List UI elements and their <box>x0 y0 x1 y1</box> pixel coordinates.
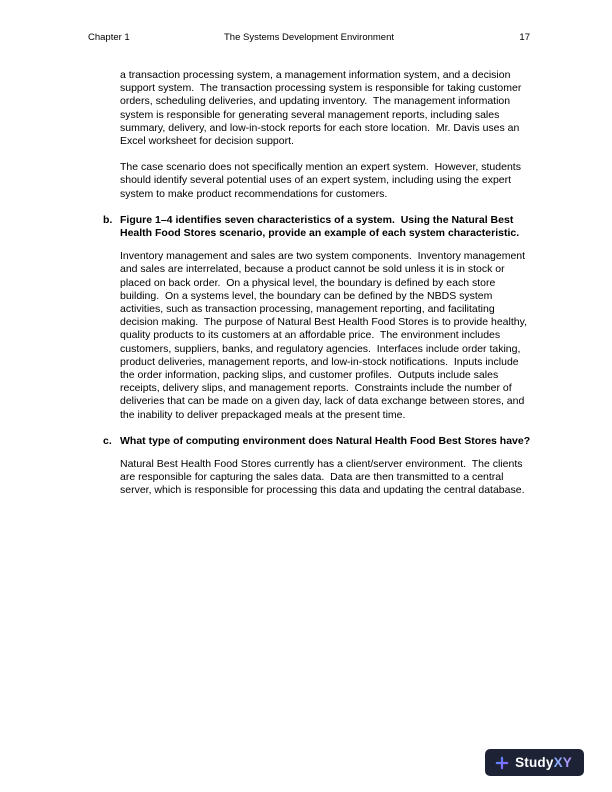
item-c-question: What type of computing environment does Natural Health Food Best Stores have? <box>120 434 531 447</box>
plus-icon <box>495 756 509 770</box>
header-page-number: 17 <box>519 32 530 43</box>
document-body <box>103 69 531 511</box>
logo-wordmark <box>515 755 572 770</box>
item-c-label: c. <box>103 434 112 447</box>
paragraph-expert-system: The case scenario does not specifically mention an expert system. However, students should identify several potential uses of an expert system, including using the expert system to make product recommendations for customers. <box>120 161 524 200</box>
paragraph-tps-overview: a transaction processing system, a management information system, and a decision support system. The transaction processing system is responsible for taking customer orders, scheduling deliveries, and updating inventory. The management information system is responsible for generating several management reports, including sales summary, delivery, and low-in-stock reports for each store location. Mr. Davis uses an Excel worksheet for decision support. <box>120 69 525 148</box>
page-header <box>88 32 530 44</box>
header-chapter: Chapter 1 <box>88 32 130 43</box>
question-item-b <box>103 214 531 245</box>
item-c-answer: Natural Best Health Food Stores currently has a client/server environment. The clients are responsible for capturing the sales data. Data are then transmitted to a central server, which is responsible for processing this data and updating the central database. <box>120 458 526 497</box>
item-b-label: b. <box>103 213 113 226</box>
item-b-question: Figure 1–4 identifies seven characteristics of a system. Using the Natural Best Health Food Stores scenario, provide an example of each system characteristic. <box>120 213 520 240</box>
item-b-answer: Inventory management and sales are two system components. Inventory management and sales are interrelated, because a product cannot be sold unless it is in stock or placed on back order. On a physical level, the boundary is defined by each store building. On a systems level, the boundary can be defined by the NBDS system activities, such as transaction processing, management reporting, and facilitating decision making. The purpose of Natural Best Health Food Stores is to provide healthy, quality products to its customers at an affordable price. The environment includes customers, suppliers, banks, and regulatory agencies. Interfaces include order taking, product deliveries, management reports, and low-in-stock notifications. Inputs include the order information, packing slips, and customer profiles. Outputs include sales receipts, delivery slips, and management reports. Constraints include the number of deliveries that can be made on a given day, lack of data exchange between stores, and the inability to deliver prepackaged meals at the present time. <box>120 250 530 421</box>
logo-text-xy: XY <box>553 755 572 770</box>
studyxy-logo <box>485 749 584 776</box>
question-item-c <box>103 435 531 453</box>
header-title: The Systems Development Environment <box>223 32 395 43</box>
logo-text-study: Study <box>515 755 554 770</box>
